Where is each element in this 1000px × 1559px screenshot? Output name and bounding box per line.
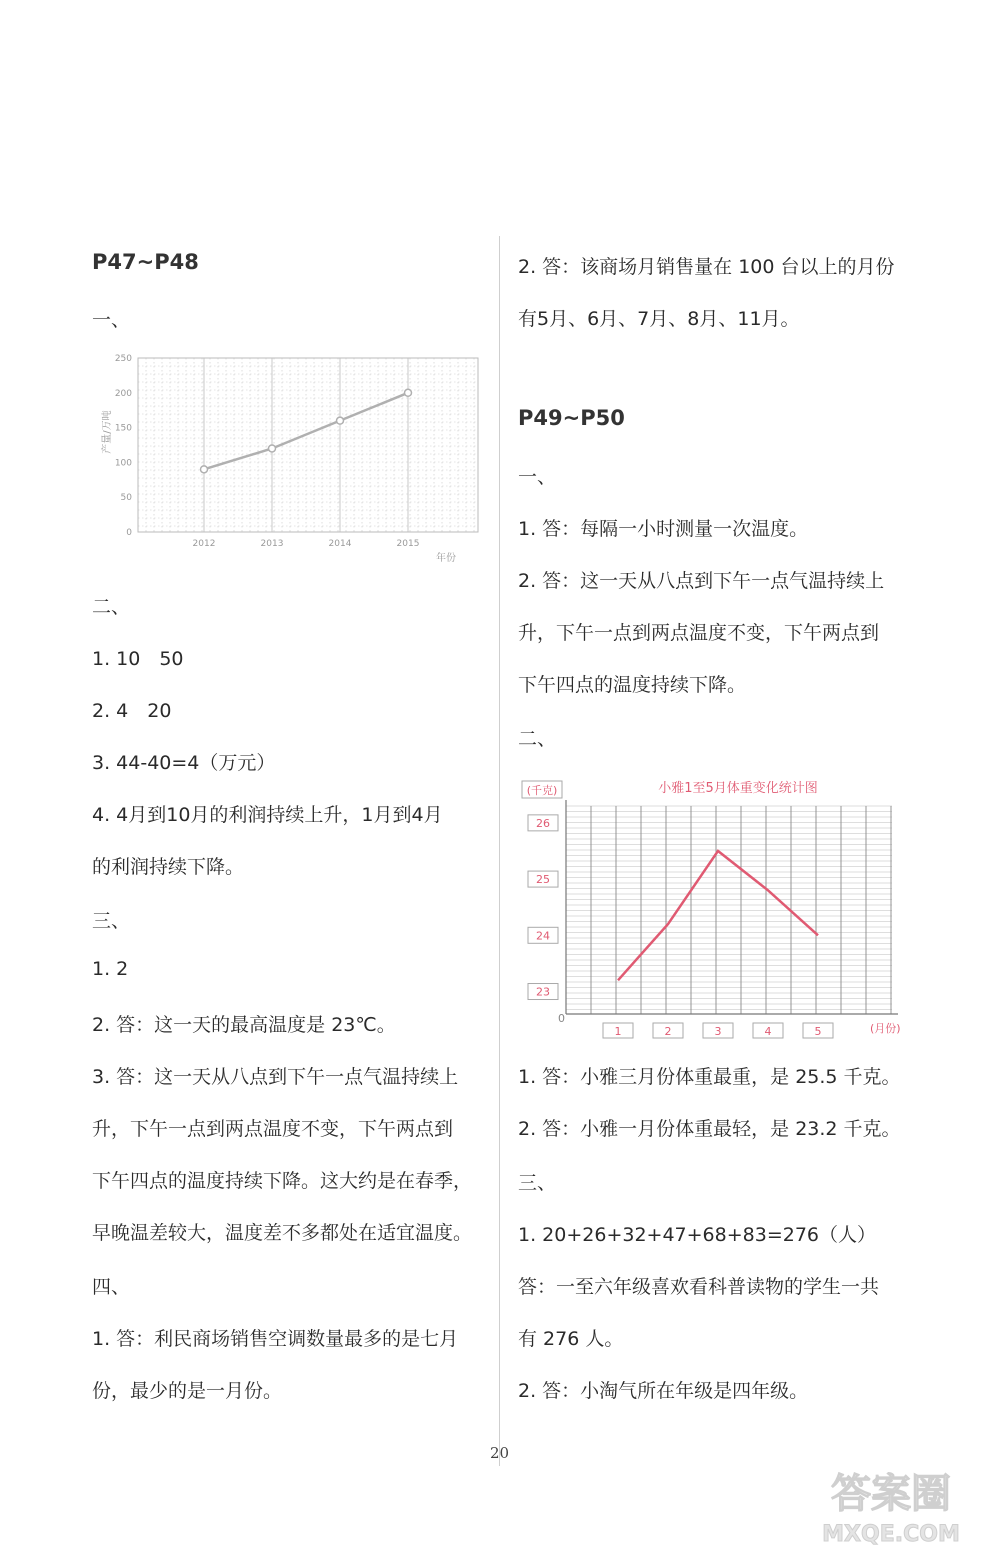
data-point [201, 466, 208, 473]
chart2-series [618, 851, 818, 980]
chart1-yticks [115, 354, 132, 538]
y-tick-label: 200 [114, 388, 132, 399]
x-tick-label: 2 [664, 1025, 672, 1038]
part-two-label: 二、 [92, 596, 131, 618]
answer-line: 2. 答：小淘气所在年级是四年级。 [518, 1380, 809, 1402]
answer-line: 1. 答：小雅三月份体重最重，是 25.5 千克。 [518, 1066, 901, 1088]
answer-line: 的利润持续下降。 [92, 856, 245, 878]
answer-line: 份，最少的是一月份。 [92, 1380, 283, 1402]
answer-line: 下午四点的温度持续下降。 [518, 674, 747, 696]
data-point [405, 389, 412, 396]
answer-line: 1. 答：每隔一小时测量一次温度。 [518, 518, 809, 540]
series-line [618, 851, 818, 980]
part-two-label: 二、 [518, 728, 557, 750]
part-one-label: 一、 [92, 309, 131, 331]
answer-line: 有5月、6月、7月、8月、11月。 [518, 308, 800, 330]
chart1-xlabel: 年份 [436, 553, 456, 564]
page-number: 20 [490, 1444, 510, 1462]
answer-line: 2. 答：这一天的最高温度是 23℃。 [92, 1014, 396, 1036]
chart2-origin: 0 [558, 1012, 565, 1025]
answer-line: 1. 10 50 [92, 648, 184, 670]
chart1-xticks [193, 539, 420, 549]
x-tick-label: 4 [764, 1025, 772, 1038]
y-tick-label: 25 [536, 873, 550, 887]
answer-line: 1. 20+26+32+47+68+83=276（人） [518, 1224, 877, 1246]
answer-line: 4. 4月到10月的利润持续上升，1月到4月 [92, 804, 443, 826]
answer-line: 升，下午一点到两点温度不变，下午两点到 [518, 622, 880, 644]
section-heading-p49: P49~P50 [518, 406, 625, 430]
x-tick-label: 2014 [328, 539, 352, 549]
y-tick-label: 26 [536, 816, 550, 830]
x-tick-label: 5 [814, 1025, 822, 1038]
answer-line: 1. 答：利民商场销售空调数量最多的是七月 [92, 1328, 459, 1350]
x-tick-label: 1 [614, 1025, 622, 1038]
x-tick-label: 2012 [192, 539, 216, 549]
production-line-chart [92, 350, 492, 575]
chart2-yticks [528, 815, 558, 1000]
y-tick-label: 150 [114, 423, 132, 434]
y-tick-label: 250 [114, 354, 132, 364]
y-tick-label: 24 [536, 929, 550, 943]
x-tick-label: 2015 [396, 539, 420, 549]
data-point [337, 417, 344, 424]
answer-line: 答：一至六年级喜欢看科普读物的学生一共 [518, 1276, 880, 1298]
y-tick-label: 23 [536, 985, 550, 999]
answer-line: 3. 44-40=4（万元） [92, 752, 276, 774]
answer-line: 3. 答：这一天从八点到下午一点气温持续上 [92, 1066, 459, 1088]
answer-line: 2. 答：小雅一月份体重最轻，是 23.2 千克。 [518, 1118, 901, 1140]
answer-line: 早晚温差较大，温度差不多都处在适宜温度。 [92, 1222, 473, 1244]
data-point [269, 445, 276, 452]
weight-line-chart [518, 770, 918, 1040]
chart2-grid [566, 800, 898, 1014]
y-tick-label: 50 [120, 493, 132, 504]
watermark-text: 答案圈 [831, 1471, 951, 1517]
section-heading-p47: P47~P48 [92, 250, 199, 274]
answer-line: 升，下午一点到两点温度不变，下午两点到 [92, 1118, 454, 1140]
chart1-ylabel: 产量/万吨 [102, 410, 113, 454]
part-four-label: 四、 [92, 1276, 131, 1298]
chart2-title: 小雅1至5月体重变化统计图 [658, 781, 818, 796]
chart2-ylabel: (千克) [526, 784, 558, 797]
part-three-label: 三、 [518, 1172, 557, 1194]
answer-line: 2. 答：这一天从八点到下午一点气温持续上 [518, 570, 885, 592]
answer-line: 2. 4 20 [92, 700, 172, 722]
chart1-grid [138, 358, 478, 532]
chart2-xlabel: (月份) [870, 1022, 901, 1035]
x-tick-label: 2013 [260, 539, 284, 549]
watermark-logo [796, 1459, 986, 1549]
answer-line: 下午四点的温度持续下降。这大约是在春季， [92, 1170, 473, 1192]
y-tick-label: 100 [114, 458, 132, 469]
chart2-xticks [603, 1023, 833, 1038]
part-three-label: 三、 [92, 910, 131, 932]
part-one-label: 一、 [518, 466, 557, 488]
answer-line: 2. 答：该商场月销售量在 100 台以上的月份 [518, 256, 895, 278]
y-tick-label: 0 [126, 528, 132, 538]
answer-line: 有 276 人。 [518, 1328, 624, 1350]
x-tick-label: 3 [714, 1025, 722, 1038]
plot-frame [138, 358, 478, 532]
column-divider [499, 236, 500, 1466]
watermark-url: MXQE.COM [822, 1522, 960, 1547]
answer-line: 1. 2 [92, 958, 129, 980]
